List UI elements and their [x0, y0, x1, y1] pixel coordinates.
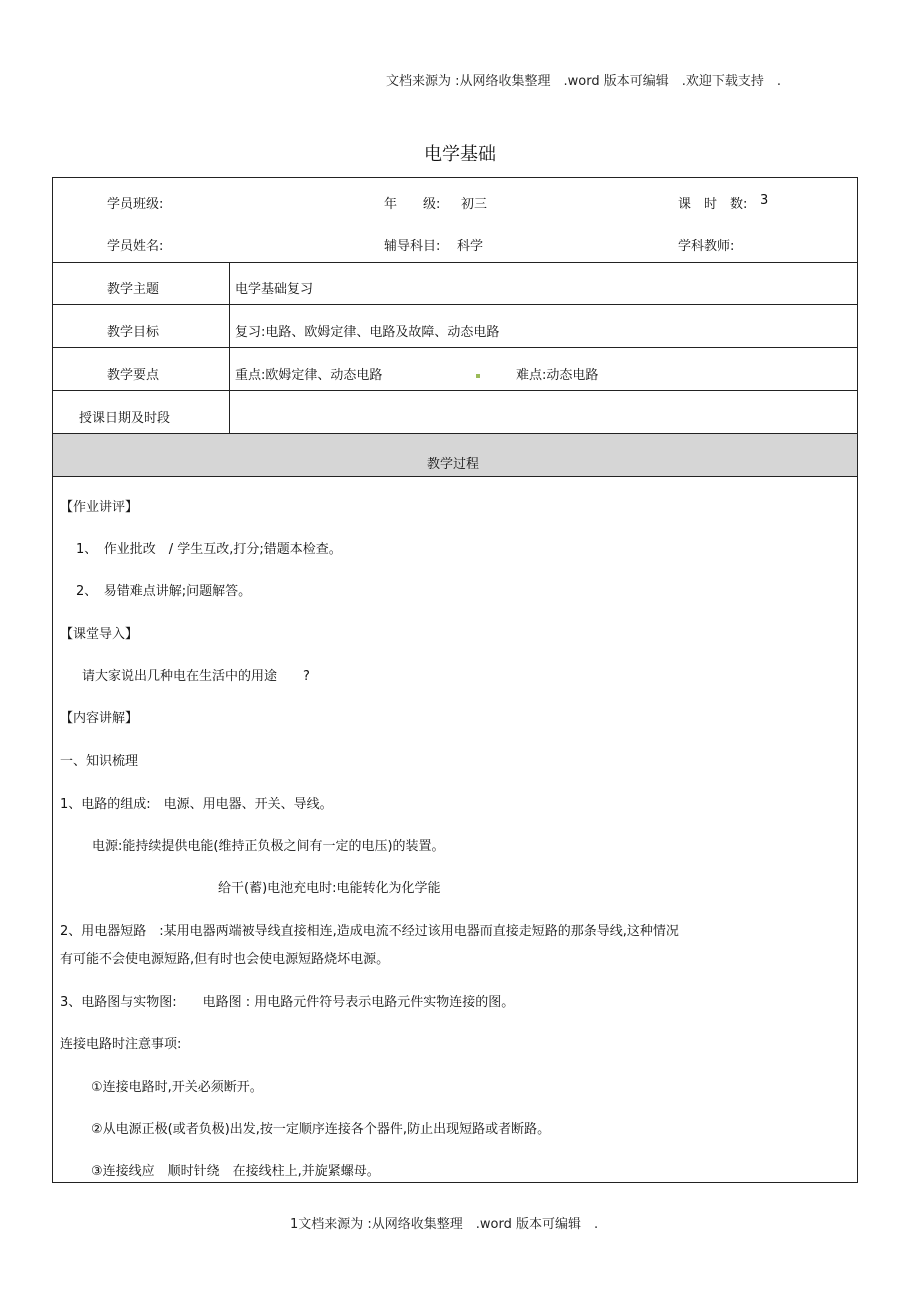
power-definition: 电源:能持续提供电能(维持正负极之间有一定的电压)的装置。 — [92, 839, 445, 854]
charge-note: 给干(蓄)电池充电时:电能转化为化学能 — [218, 881, 441, 896]
document-title: 电学基础 — [424, 144, 496, 165]
footer-note: 1文档来源为 :从网络收集整理 .word 版本可编辑 . — [290, 1217, 599, 1232]
content-title: 【内容讲解】 — [60, 711, 139, 726]
table-divider — [52, 476, 858, 477]
topic-value: 电学基础复习 — [235, 282, 314, 297]
paragraph-2-line-1: 2、用电器短路 :某用电器两端被导线直接相连,造成电流不经过该用电器而直接走短路的那条导线,这种情况 — [60, 924, 679, 939]
note-3: ③连接线应 顺时针绕 在接线柱上,并旋紧螺母。 — [91, 1164, 380, 1179]
subject-label: 辅导科目: — [384, 239, 441, 254]
homework-item-1: 1、 作业批改 / 学生互改,打分;错题本检查。 — [76, 542, 342, 557]
intro-title: 【课堂导入】 — [60, 627, 139, 642]
note-2: ②从电源正极(或者负极)出发,按一定顺序连接各个器件,防止出现短路或者断路。 — [91, 1122, 551, 1137]
process-header: 教学过程 — [426, 457, 479, 472]
grade-label: 年 级: — [384, 197, 441, 212]
hours-label: 课 时 数: — [678, 197, 748, 212]
intro-question: 请大家说出几种电在生活中的用途 ? — [82, 669, 310, 684]
date-label: 授课日期及时段 — [79, 411, 171, 426]
table-divider — [52, 304, 858, 305]
goal-label: 教学目标 — [107, 325, 160, 340]
header-note: 文档来源为 :从网络收集整理 .word 版本可编辑 .欢迎下载支持 . — [386, 74, 781, 89]
note-1: ①连接电路时,开关必须断开。 — [91, 1080, 263, 1095]
section-heading: 一、知识梳理 — [60, 754, 139, 769]
table-divider — [52, 433, 858, 434]
homework-item-2: 2、 易错难点讲解;问题解答。 — [76, 584, 252, 599]
green-dot-mark — [476, 374, 480, 378]
subject-value: 科学 — [457, 239, 484, 254]
table-divider — [52, 347, 858, 348]
notes-title: 连接电路时注意事项: — [60, 1037, 182, 1052]
difficult-points: 难点:动态电路 — [516, 368, 599, 383]
table-divider — [52, 390, 858, 391]
grade-value: 初三 — [461, 197, 488, 212]
paragraph-1: 1、电路的组成: 电源、用电器、开关、导线。 — [60, 797, 333, 812]
points-label: 教学要点 — [107, 368, 160, 383]
topic-label: 教学主题 — [107, 282, 160, 297]
student-name-label: 学员姓名: — [107, 239, 164, 254]
goal-value: 复习:电路、欧姆定律、电路及故障、动态电路 — [235, 325, 500, 340]
class-label: 学员班级: — [107, 197, 164, 212]
paragraph-2-line-2: 有可能不会使电源短路,但有时也会使电源短路烧坏电源。 — [60, 952, 390, 967]
key-points: 重点:欧姆定律、动态电路 — [235, 368, 383, 383]
teacher-label: 学科教师: — [678, 239, 735, 254]
homework-title: 【作业讲评】 — [60, 500, 139, 515]
table-divider — [52, 262, 858, 263]
hours-value: 3 — [760, 193, 769, 208]
table-column-divider — [229, 262, 230, 433]
paragraph-3: 3、电路图与实物图: 电路图 : 用电路元件符号表示电路元件实物连接的图。 — [60, 995, 515, 1010]
